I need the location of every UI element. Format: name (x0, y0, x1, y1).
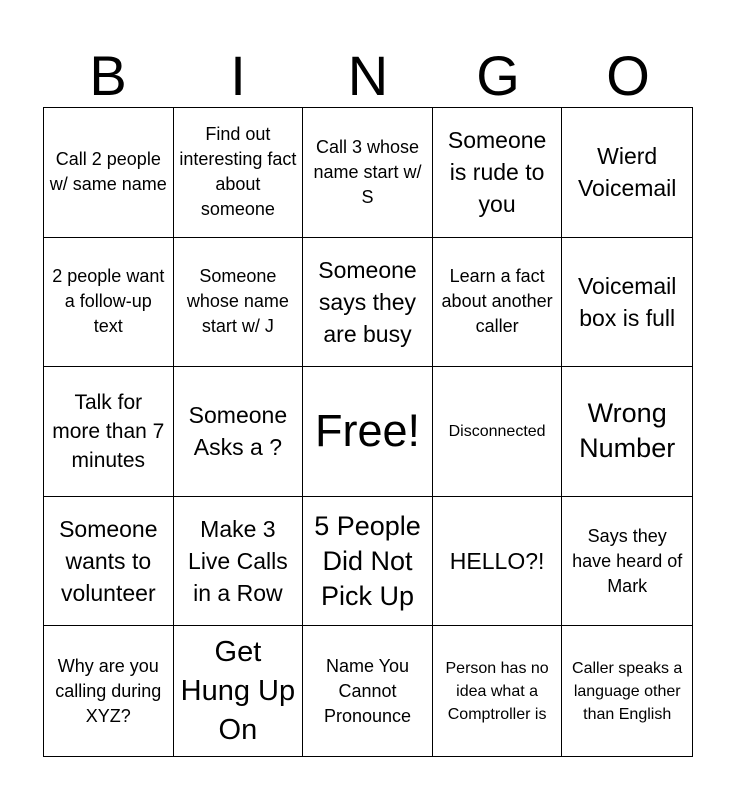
cell-text: Someone whose name start w/ J (186, 266, 289, 337)
bingo-cell[interactable] (562, 497, 692, 627)
bingo-cell[interactable] (174, 238, 304, 368)
bingo-cell[interactable] (303, 238, 433, 368)
cell-text: Call 2 people w/ same name (49, 149, 167, 195)
bingo-cell[interactable] (562, 108, 692, 238)
bingo-cell[interactable] (303, 626, 433, 756)
bingo-cell[interactable] (174, 108, 304, 238)
bingo-cell[interactable] (303, 497, 433, 627)
bingo-cell[interactable] (174, 367, 304, 497)
cell-text: Someone says they are busy (318, 256, 417, 347)
cell-text: Call 3 whose name start w/ S (313, 136, 422, 207)
bingo-cell[interactable] (562, 238, 692, 368)
cell-text: Person has no idea what a Comptroller is (445, 659, 549, 723)
bingo-cell[interactable] (433, 108, 563, 238)
header-letter-o: O (606, 44, 650, 107)
bingo-header (43, 44, 693, 108)
bingo-cell[interactable] (433, 367, 563, 497)
free-cell-text: Free! (314, 405, 420, 457)
bingo-cell[interactable] (562, 367, 692, 497)
bingo-cell[interactable] (433, 626, 563, 756)
cell-text: Voicemail box is full (577, 272, 677, 331)
header-letter-n: N (347, 44, 389, 107)
cell-text: Says they have heard of Mark (572, 525, 683, 596)
bingo-cell[interactable] (44, 108, 174, 238)
cell-text: Someone Asks a ? (188, 402, 288, 461)
bingo-cell[interactable] (174, 497, 304, 627)
bingo-cell[interactable] (174, 626, 304, 756)
cell-text: Caller speaks a language other than English (572, 659, 683, 723)
header-letter-g: G (476, 44, 520, 107)
cell-text: Get Hung Up On (180, 635, 296, 746)
bingo-cell[interactable] (44, 497, 174, 627)
bingo-board (43, 107, 693, 757)
bingo-cell[interactable] (44, 626, 174, 756)
cell-text: 2 people want a follow-up text (52, 266, 165, 337)
bingo-cell[interactable] (433, 497, 563, 627)
bingo-cell[interactable] (44, 238, 174, 368)
cell-text: Someone is rude to you (447, 127, 547, 218)
cell-text: Find out interesting fact about someone (179, 124, 297, 220)
header-letter-b: B (89, 44, 127, 107)
header-letter-i: I (230, 44, 246, 107)
cell-text: 5 People Did Not Pick Up (314, 510, 421, 611)
cell-text: Learn a fact about another caller (441, 266, 553, 337)
cell-text: Talk for more than 7 minutes (52, 390, 165, 472)
cell-text: Wierd Voicemail (577, 143, 677, 202)
bingo-cell[interactable] (433, 238, 563, 368)
cell-text: Disconnected (448, 422, 546, 440)
cell-text: Someone wants to volunteer (59, 516, 158, 607)
cell-text: Name You Cannot Pronounce (323, 655, 412, 726)
cell-text: HELLO?! (449, 548, 545, 575)
bingo-cell[interactable] (303, 108, 433, 238)
cell-text: Make 3 Live Calls in a Row (188, 516, 288, 607)
bingo-cell[interactable] (44, 367, 174, 497)
bingo-cell[interactable] (562, 626, 692, 756)
cell-text: Wrong Number (579, 398, 676, 464)
cell-text: Why are you calling during XYZ? (55, 655, 162, 726)
free-cell[interactable] (303, 367, 433, 497)
